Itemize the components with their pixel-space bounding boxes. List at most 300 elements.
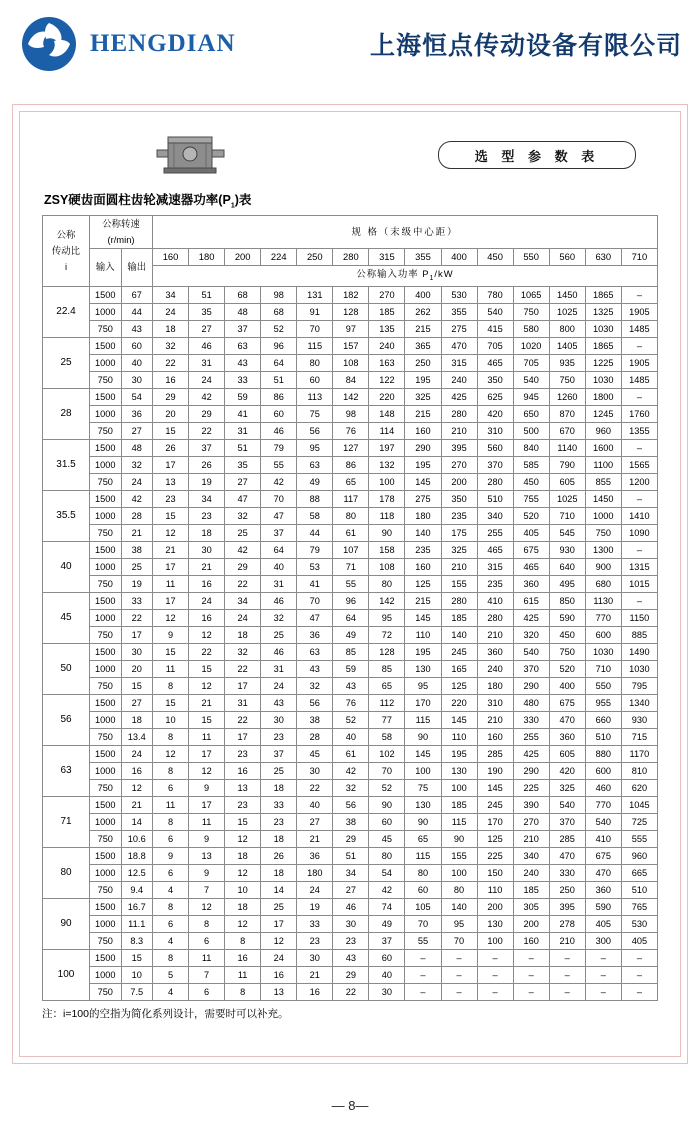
cell-power: 36 (297, 848, 333, 865)
cell-input-rpm: 750 (90, 576, 122, 593)
cell-power: 12 (153, 746, 189, 763)
cell-power: 34 (333, 865, 369, 882)
cell-power: 240 (477, 661, 513, 678)
cell-output-rpm: 27 (121, 423, 153, 440)
table-row (43, 508, 658, 525)
cell-power: 6 (153, 916, 189, 933)
cell-power: 38 (333, 814, 369, 831)
cell-power: 240 (513, 865, 549, 882)
cell-output-rpm: 36 (121, 406, 153, 423)
cell-power: 350 (441, 491, 477, 508)
cell-power: 12 (189, 763, 225, 780)
cell-output-rpm: 43 (121, 321, 153, 338)
cell-power: 21 (189, 695, 225, 712)
cell-power: 158 (369, 542, 405, 559)
table-row (43, 644, 658, 661)
cell-input-rpm: 750 (90, 882, 122, 899)
cell-power: 43 (297, 661, 333, 678)
cell-power: 1410 (621, 508, 657, 525)
cell-power: 77 (369, 712, 405, 729)
cell-power: 665 (621, 865, 657, 882)
cell-output-rpm: 33 (121, 593, 153, 610)
cell-power: 9 (189, 831, 225, 848)
table-row (43, 746, 658, 763)
cell-power: 163 (369, 355, 405, 372)
cell-power: 465 (477, 542, 513, 559)
cell-power: 18 (261, 831, 297, 848)
cell-power: 23 (189, 508, 225, 525)
header-size-180: 180 (189, 248, 225, 265)
cell-input-rpm: 750 (90, 933, 122, 950)
cell-power: 100 (441, 865, 477, 882)
cell-output-rpm: 27 (121, 695, 153, 712)
cell-power: 68 (225, 287, 261, 304)
cell-power: 1340 (621, 695, 657, 712)
cell-power: 9 (153, 848, 189, 865)
cell-output-rpm: 18 (121, 712, 153, 729)
cell-power: 95 (369, 610, 405, 627)
cell-power: 23 (297, 933, 333, 950)
cell-power: 420 (477, 406, 513, 423)
cell-power: 25 (261, 899, 297, 916)
cell-power: 130 (477, 916, 513, 933)
cell-ratio: 50 (43, 644, 90, 695)
cell-power: 1170 (621, 746, 657, 763)
cell-power: 850 (549, 593, 585, 610)
cell-ratio: 25 (43, 338, 90, 389)
cell-power: 410 (585, 831, 621, 848)
cell-power: 18 (189, 525, 225, 542)
cell-power: 64 (261, 355, 297, 372)
cell-output-rpm: 40 (121, 355, 153, 372)
cell-power: 28 (297, 729, 333, 746)
cell-power: 360 (549, 729, 585, 746)
cell-power: 117 (333, 491, 369, 508)
cell-output-rpm: 8.3 (121, 933, 153, 950)
cell-power: 70 (441, 933, 477, 950)
cell-power: 18 (225, 899, 261, 916)
cell-power: – (621, 440, 657, 457)
page-header (0, 0, 700, 88)
cell-power: 15 (153, 423, 189, 440)
cell-power: 1565 (621, 457, 657, 474)
cell-power: 34 (225, 593, 261, 610)
cell-power: 9 (189, 865, 225, 882)
cell-power: 29 (333, 831, 369, 848)
table-row (43, 593, 658, 610)
cell-output-rpm: 18.8 (121, 848, 153, 865)
cell-power: 180 (477, 678, 513, 695)
spec-table-body (43, 287, 658, 1001)
cell-power: 19 (297, 899, 333, 916)
cell-power: 12 (153, 610, 189, 627)
cell-input-rpm: 1000 (90, 355, 122, 372)
cell-power: 270 (369, 287, 405, 304)
cell-input-rpm: 1000 (90, 661, 122, 678)
table-row (43, 627, 658, 644)
cell-input-rpm: 1500 (90, 542, 122, 559)
cell-power: 510 (621, 882, 657, 899)
cell-ratio: 100 (43, 950, 90, 1001)
cell-power: 22 (189, 644, 225, 661)
table-row (43, 474, 658, 491)
cell-power: 15 (153, 508, 189, 525)
cell-output-rpm: 44 (121, 304, 153, 321)
cell-power: 27 (333, 882, 369, 899)
cell-power: 15 (153, 644, 189, 661)
cell-power: 1030 (585, 644, 621, 661)
cell-power: 275 (405, 491, 441, 508)
cell-power: 225 (513, 780, 549, 797)
cell-power: 23 (333, 933, 369, 950)
table-row (43, 831, 658, 848)
cell-power: 1760 (621, 406, 657, 423)
cell-power: 1140 (549, 440, 585, 457)
table-row (43, 576, 658, 593)
cell-power: 15 (153, 695, 189, 712)
cell-power: 16 (189, 610, 225, 627)
cell-power: 108 (333, 355, 369, 372)
table-row (43, 933, 658, 950)
cell-power: 46 (261, 593, 297, 610)
page-number: — 8— (331, 1098, 369, 1113)
cell-power: 22 (225, 712, 261, 729)
cell-power: 42 (369, 882, 405, 899)
cell-power: 25 (225, 525, 261, 542)
cell-power: 1315 (621, 559, 657, 576)
cell-power: 24 (189, 372, 225, 389)
cell-power: 10 (225, 882, 261, 899)
cell-power: 12 (189, 678, 225, 695)
cell-power: 34 (189, 491, 225, 508)
cell-power: 58 (297, 508, 333, 525)
cell-power: 182 (333, 287, 369, 304)
cell-power: 465 (513, 559, 549, 576)
cell-power: 6 (189, 984, 225, 1001)
cell-power: 51 (261, 372, 297, 389)
cell-power: 16 (225, 950, 261, 967)
cell-output-rpm: 15 (121, 950, 153, 967)
cell-power: 8 (189, 916, 225, 933)
cell-power: 555 (621, 831, 657, 848)
cell-power: 395 (549, 899, 585, 916)
cell-input-rpm: 1000 (90, 763, 122, 780)
cell-power: 470 (549, 848, 585, 865)
header-size-560: 560 (549, 248, 585, 265)
cell-power: 65 (369, 678, 405, 695)
cell-power: 680 (585, 576, 621, 593)
cell-power: 140 (441, 627, 477, 644)
cell-power: 132 (369, 457, 405, 474)
cell-power: 275 (441, 321, 477, 338)
cell-power: 130 (405, 661, 441, 678)
cell-power: – (405, 984, 441, 1001)
cell-output-rpm: 14 (121, 814, 153, 831)
cell-power: 71 (333, 559, 369, 576)
cell-power: 24 (261, 678, 297, 695)
cell-power: 113 (297, 389, 333, 406)
cell-input-rpm: 1500 (90, 338, 122, 355)
cell-power: 37 (225, 321, 261, 338)
cell-power: 160 (405, 559, 441, 576)
cell-power: 580 (513, 321, 549, 338)
cell-power: 285 (477, 746, 513, 763)
cell-power: 755 (513, 491, 549, 508)
cell-power: 415 (477, 321, 513, 338)
cell-power: 86 (261, 389, 297, 406)
cell-power: 325 (549, 780, 585, 797)
cell-output-rpm: 21 (121, 525, 153, 542)
cell-power: 27 (297, 814, 333, 831)
cell-power: 42 (333, 763, 369, 780)
cell-power: 47 (261, 508, 297, 525)
cell-power: 33 (225, 372, 261, 389)
cell-power: 360 (585, 882, 621, 899)
table-row (43, 491, 658, 508)
cell-power: 245 (441, 644, 477, 661)
cell-power: 155 (441, 848, 477, 865)
cell-power: 600 (585, 627, 621, 644)
cell-input-rpm: 1000 (90, 865, 122, 882)
cell-power: 710 (549, 508, 585, 525)
header-size-280: 280 (333, 248, 369, 265)
cell-output-rpm: 38 (121, 542, 153, 559)
cell-power: 1485 (621, 321, 657, 338)
header-size-710: 710 (621, 248, 657, 265)
header-size-400: 400 (441, 248, 477, 265)
cell-power: 135 (369, 321, 405, 338)
cell-power: – (405, 967, 441, 984)
cell-power: 15 (189, 712, 225, 729)
cell-power: 27 (225, 474, 261, 491)
cell-power: – (549, 950, 585, 967)
cell-power: 6 (189, 933, 225, 950)
cell-input-rpm: 1000 (90, 610, 122, 627)
cell-power: 330 (549, 865, 585, 882)
table-row (43, 287, 658, 304)
cell-power: 58 (369, 729, 405, 746)
cell-power: 280 (441, 593, 477, 610)
cell-output-rpm: 22 (121, 610, 153, 627)
cell-power: 115 (405, 712, 441, 729)
cell-power: 145 (441, 712, 477, 729)
table-row (43, 780, 658, 797)
cell-input-rpm: 750 (90, 627, 122, 644)
header-ratio-l3: i (64, 260, 68, 272)
cell-power: 4 (153, 984, 189, 1001)
cell-power: 325 (405, 389, 441, 406)
cell-power: – (513, 950, 549, 967)
cell-power: 32 (225, 508, 261, 525)
cell-power: 61 (333, 525, 369, 542)
cell-output-rpm: 10 (121, 967, 153, 984)
cell-input-rpm: 1500 (90, 797, 122, 814)
cell-input-rpm: 750 (90, 321, 122, 338)
cell-power: 30 (333, 916, 369, 933)
cell-power: 97 (333, 321, 369, 338)
cell-power: 360 (477, 644, 513, 661)
header-size-355: 355 (405, 248, 441, 265)
cell-power: 84 (333, 372, 369, 389)
cell-power: 17 (225, 678, 261, 695)
cell-power: 605 (549, 746, 585, 763)
cell-input-rpm: 750 (90, 372, 122, 389)
cell-power: 200 (477, 899, 513, 916)
cell-power: 13 (189, 848, 225, 865)
cell-power: 540 (513, 372, 549, 389)
cell-power: 195 (441, 746, 477, 763)
cell-ratio: 35.5 (43, 491, 90, 542)
cell-power: 63 (297, 644, 333, 661)
cell-power: 90 (369, 797, 405, 814)
header-row-1 (43, 215, 658, 248)
cell-power: 810 (621, 763, 657, 780)
table-row (43, 984, 658, 1001)
cell-power: – (585, 950, 621, 967)
cell-power: 85 (333, 644, 369, 661)
cell-power: 1030 (585, 321, 621, 338)
cell-power: 710 (585, 661, 621, 678)
cell-input-rpm: 1500 (90, 491, 122, 508)
cell-power: 370 (513, 661, 549, 678)
cell-power: 13 (261, 984, 297, 1001)
cell-power: 200 (513, 916, 549, 933)
cell-power: – (621, 542, 657, 559)
cell-power: 1245 (585, 406, 621, 423)
cell-power: 11 (225, 967, 261, 984)
cell-power: 26 (261, 848, 297, 865)
cell-input-rpm: 1500 (90, 695, 122, 712)
cell-power: 6 (153, 780, 189, 797)
cell-power: 540 (477, 304, 513, 321)
cell-power: 42 (261, 474, 297, 491)
cell-power: 590 (585, 899, 621, 916)
cell-power: 30 (297, 763, 333, 780)
cell-power: 10 (153, 712, 189, 729)
cell-power: 15 (189, 661, 225, 678)
cell-power: 61 (333, 746, 369, 763)
cell-output-rpm: 10.6 (121, 831, 153, 848)
cell-power: 21 (189, 559, 225, 576)
table-caption (44, 190, 658, 210)
cell-power: 105 (405, 899, 441, 916)
cell-power: 250 (405, 355, 441, 372)
cell-power: 46 (261, 644, 297, 661)
cell-power: 14 (261, 882, 297, 899)
cell-power: 220 (441, 695, 477, 712)
cell-power: 1000 (585, 508, 621, 525)
cell-power: 240 (441, 372, 477, 389)
cell-output-rpm: 17 (121, 627, 153, 644)
cell-power: 930 (621, 712, 657, 729)
cell-power: 235 (405, 542, 441, 559)
cell-power: 520 (549, 661, 585, 678)
cell-power: – (549, 967, 585, 984)
cell-power: 23 (225, 746, 261, 763)
cell-power: 80 (369, 848, 405, 865)
header-size-450: 450 (477, 248, 513, 265)
cell-power: 32 (333, 780, 369, 797)
cell-power: 29 (225, 559, 261, 576)
cell-power: 675 (549, 695, 585, 712)
cell-power: 675 (585, 848, 621, 865)
cell-input-rpm: 750 (90, 474, 122, 491)
cell-power: 43 (333, 950, 369, 967)
cell-power: 24 (225, 610, 261, 627)
cell-power: 42 (225, 542, 261, 559)
cell-output-rpm: 54 (121, 389, 153, 406)
brand-name: HENGDIAN (90, 30, 236, 57)
cell-power: 5 (153, 967, 189, 984)
cell-power: 625 (477, 389, 513, 406)
cell-power: 8 (153, 729, 189, 746)
cell-power: 1045 (621, 797, 657, 814)
cell-power: 155 (441, 576, 477, 593)
cell-power: 405 (585, 916, 621, 933)
cell-power: 54 (369, 865, 405, 882)
cell-power: 45 (369, 831, 405, 848)
cell-power: 114 (369, 423, 405, 440)
cell-output-rpm: 11.1 (121, 916, 153, 933)
cell-ratio: 90 (43, 899, 90, 950)
cell-power: 35 (189, 304, 225, 321)
cell-power: 60 (369, 814, 405, 831)
cell-power: 210 (549, 933, 585, 950)
cell-power: 1030 (621, 661, 657, 678)
header-spec-group: 规 格（末级中心距） (153, 215, 658, 248)
cell-power: 23 (261, 729, 297, 746)
cell-power: 49 (297, 474, 333, 491)
cell-power: 22 (297, 780, 333, 797)
cell-power: 185 (369, 304, 405, 321)
cell-power: 210 (477, 627, 513, 644)
cell-power: 1025 (549, 304, 585, 321)
cell-power: 6 (153, 831, 189, 848)
cell-power: 585 (513, 457, 549, 474)
cell-power: 60 (261, 406, 297, 423)
cell-power: 470 (585, 865, 621, 882)
cell-power: 110 (477, 882, 513, 899)
cell-power: 12 (225, 831, 261, 848)
cell-power: 175 (441, 525, 477, 542)
cell-power: 21 (153, 542, 189, 559)
cell-power: 640 (549, 559, 585, 576)
cell-power: 425 (513, 746, 549, 763)
cell-power: 142 (333, 389, 369, 406)
cell-power: 63 (225, 338, 261, 355)
table-row (43, 338, 658, 355)
cell-power: 510 (477, 491, 513, 508)
cell-power: – (477, 984, 513, 1001)
cell-power: 95 (405, 678, 441, 695)
cell-power: 140 (405, 525, 441, 542)
cell-power: 60 (297, 372, 333, 389)
cell-power: 49 (369, 916, 405, 933)
cell-power: 142 (369, 593, 405, 610)
cell-power: 1020 (513, 338, 549, 355)
cell-ratio: 31.5 (43, 440, 90, 491)
cell-power: 1130 (585, 593, 621, 610)
cell-power: 450 (549, 627, 585, 644)
cell-power: 37 (261, 525, 297, 542)
cell-power: 765 (621, 899, 657, 916)
cell-power: – (621, 984, 657, 1001)
cell-power: 278 (549, 916, 585, 933)
cell-power: 31 (261, 576, 297, 593)
table-row (43, 355, 658, 372)
cell-output-rpm: 16.7 (121, 899, 153, 916)
cell-power: 215 (405, 406, 441, 423)
